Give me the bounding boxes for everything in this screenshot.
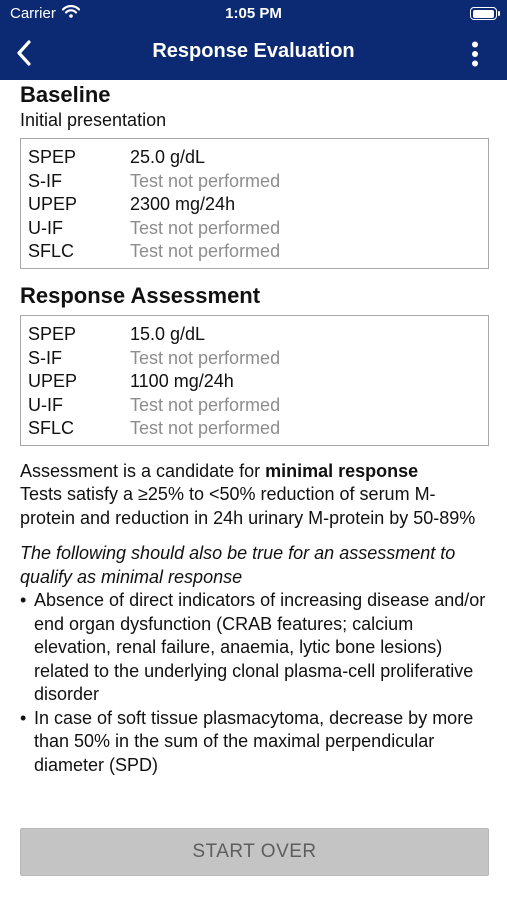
status-time: 1:05 PM	[225, 5, 282, 22]
more-vertical-icon	[471, 41, 479, 67]
test-value: Test not performed	[130, 418, 281, 439]
app-header	[0, 0, 507, 80]
baseline-results-box	[20, 138, 489, 269]
result-row	[28, 217, 481, 241]
test-value: Test not performed	[130, 170, 281, 191]
test-label: U-IF	[28, 217, 63, 238]
criteria-bullet-text: In case of soft tissue plasmacytoma, decrease by more than 50% in the sum of the maximal perpendicular diameter (SPD)	[34, 707, 474, 775]
baseline-subtitle: Initial presentation	[20, 110, 167, 130]
test-label: SFLC	[28, 241, 75, 262]
criteria-bullet-text: Absence of direct indicators of increasing disease and/or end organ dysfunction (CRAB features; calcium elevation, renal failure, anaemia, lytic bone lesions) related to the underlying clonal plasma-cell proliferative disorder	[34, 590, 486, 705]
test-value: Test not performed	[130, 347, 281, 368]
evaluation-content	[20, 80, 489, 777]
result-row	[28, 193, 481, 217]
result-row	[28, 240, 481, 264]
result-row	[28, 370, 481, 394]
test-value: 25.0 g/dL	[130, 147, 206, 167]
assessment-result	[20, 460, 489, 484]
test-label: S-IF	[28, 170, 62, 191]
response-results-box	[20, 315, 489, 446]
result-row	[28, 146, 481, 170]
criteria-intro: The following should also be true for an assessment to qualify as minimal response	[20, 543, 456, 587]
test-label: UPEP	[28, 194, 78, 215]
navigation-bar	[0, 28, 507, 78]
start-over-button[interactable]: START OVER	[20, 828, 489, 876]
carrier-label: Carrier	[10, 5, 56, 22]
back-button[interactable]	[4, 32, 44, 74]
assessment-summary	[20, 460, 489, 531]
response-category: minimal response	[265, 460, 419, 481]
status-bar	[0, 0, 507, 28]
test-value: Test not performed	[130, 217, 281, 238]
test-value: 2300 mg/24h	[130, 194, 236, 215]
result-row	[28, 394, 481, 418]
battery-icon	[470, 7, 497, 20]
assessment-detail: Tests satisfy a ≥25% to <50% reduction of serum M-protein and reduction in 24h urinary M-protein by 50-89%	[20, 484, 476, 528]
test-label: U-IF	[28, 394, 63, 415]
result-row	[28, 170, 481, 194]
bullet-marker: •	[20, 707, 27, 728]
bullet-marker: •	[20, 590, 27, 611]
result-row	[28, 323, 481, 347]
baseline-title: Baseline	[20, 82, 111, 107]
test-label: SPEP	[28, 323, 77, 344]
result-row	[28, 417, 481, 441]
test-label: S-IF	[28, 347, 62, 368]
more-options-button[interactable]	[455, 33, 495, 75]
test-label: UPEP	[28, 371, 78, 392]
criteria-bullet	[20, 589, 489, 707]
assessment-prefix: Assessment is a candidate for	[20, 460, 266, 481]
criteria-section	[20, 542, 489, 777]
response-title: Response Assessment	[20, 282, 261, 308]
test-value: 15.0 g/dL	[130, 323, 206, 344]
test-value: Test not performed	[130, 241, 281, 262]
test-label: SPEP	[28, 147, 77, 167]
chevron-left-icon	[16, 40, 32, 66]
test-value: Test not performed	[130, 394, 281, 415]
battery-level	[473, 10, 494, 18]
criteria-bullet	[20, 707, 489, 778]
test-value: 1100 mg/24h	[130, 371, 234, 392]
test-label: SFLC	[28, 418, 75, 439]
result-row	[28, 347, 481, 371]
page-title: Response Evaluation	[152, 40, 355, 62]
